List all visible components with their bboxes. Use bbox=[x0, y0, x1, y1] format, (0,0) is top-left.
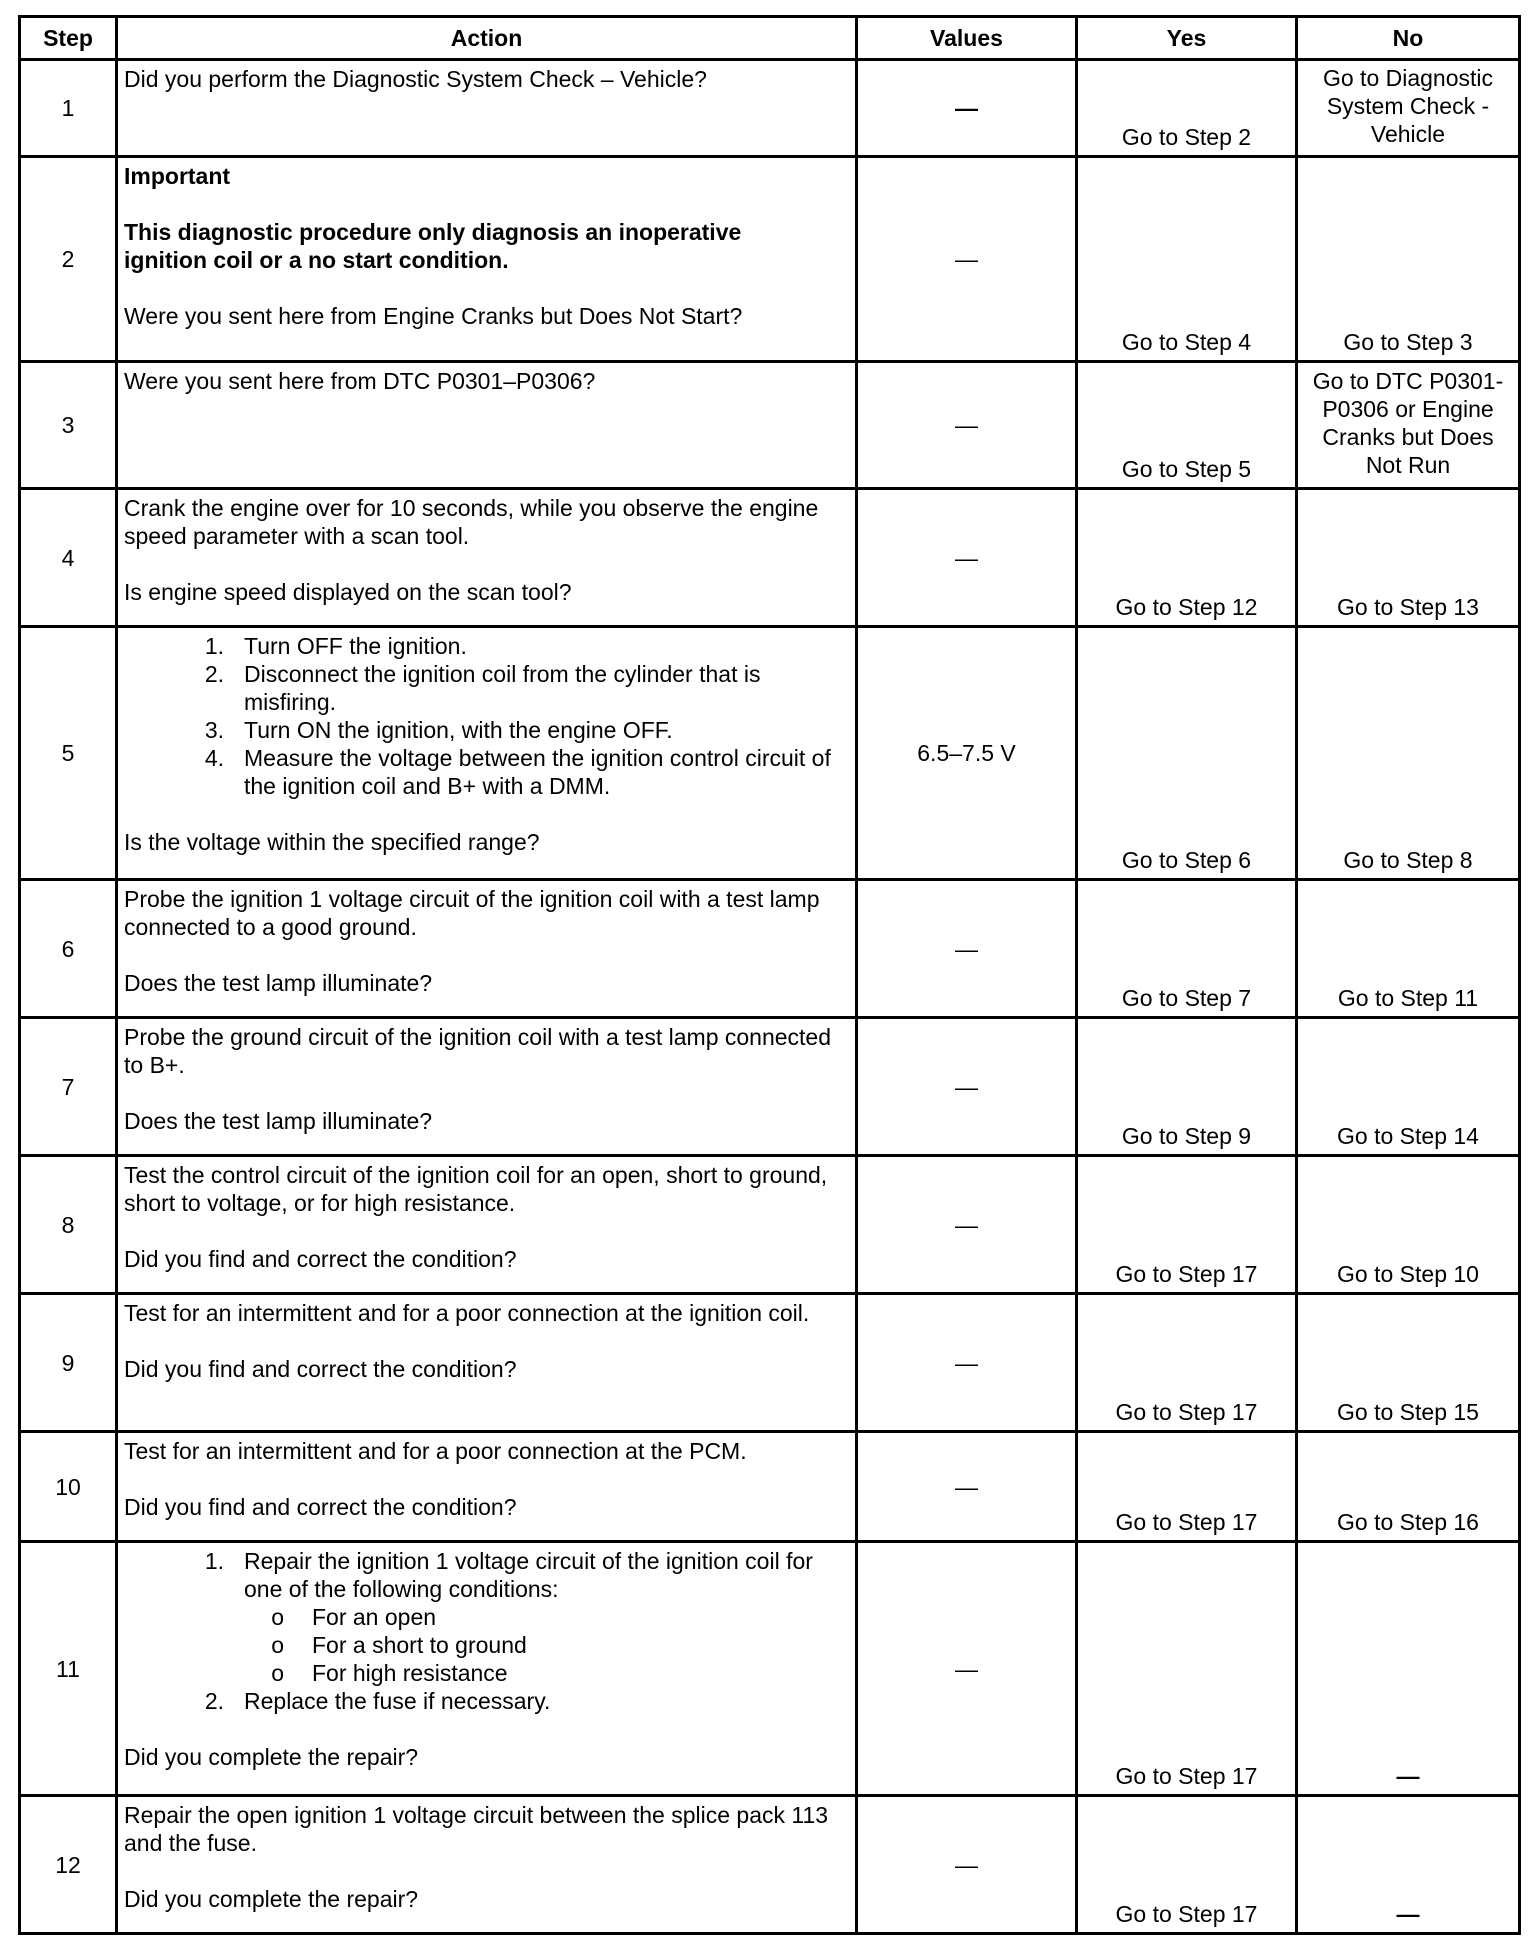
step-number: 4 bbox=[20, 489, 117, 627]
values-cell: — bbox=[857, 1796, 1077, 1934]
step-number: 5 bbox=[20, 627, 117, 880]
procedure-list bbox=[124, 632, 849, 800]
step-number: 8 bbox=[20, 1156, 117, 1294]
question-text: Did you complete the repair? bbox=[124, 1886, 419, 1912]
step-number: 2 bbox=[20, 157, 117, 362]
table-row bbox=[20, 880, 1520, 1018]
no-text: Go to Diagnostic System Check - Vehicle bbox=[1322, 65, 1494, 147]
yes-cell: Go to Step 6 bbox=[1077, 627, 1297, 880]
no-cell: Go to Step 10 bbox=[1297, 1156, 1520, 1294]
no-cell: — bbox=[1297, 1542, 1520, 1796]
action-text: Test the control circuit of the ignition coil for an open, short to ground, short to voltage, or for high resistance. bbox=[124, 1162, 828, 1216]
question-text: Does the test lamp illuminate? bbox=[124, 1108, 433, 1134]
step-number: 7 bbox=[20, 1018, 117, 1156]
action-cell bbox=[117, 60, 857, 157]
values-cell: — bbox=[857, 362, 1077, 489]
action-text: Crank the engine over for 10 seconds, while you observe the engine speed parameter with a scan tool. bbox=[124, 495, 819, 549]
yes-cell: Go to Step 9 bbox=[1077, 1018, 1297, 1156]
action-text: Probe the ignition 1 voltage circuit of the ignition coil with a test lamp connected to a good ground. bbox=[124, 886, 820, 940]
question-text: Did you find and correct the condition? bbox=[124, 1494, 517, 1520]
table-row bbox=[20, 627, 1520, 880]
action-cell bbox=[117, 1294, 857, 1432]
question-text: Did you complete the repair? bbox=[124, 1744, 419, 1770]
action-cell bbox=[117, 157, 857, 362]
yes-cell: Go to Step 17 bbox=[1077, 1156, 1297, 1294]
values-cell: — bbox=[857, 60, 1077, 157]
table-row bbox=[20, 1156, 1520, 1294]
header-row bbox=[20, 17, 1520, 60]
action-text: Were you sent here from DTC P0301–P0306? bbox=[124, 368, 596, 394]
action-cell bbox=[117, 1432, 857, 1542]
yes-cell: Go to Step 2 bbox=[1077, 60, 1297, 157]
table-row bbox=[20, 1796, 1520, 1934]
header-values: Values bbox=[857, 17, 1077, 60]
action-cell bbox=[117, 489, 857, 627]
list-item: 2. Disconnect the ignition coil from the cylinder that is misfiring. bbox=[204, 661, 761, 715]
action-text: Test for an intermittent and for a poor connection at the ignition coil. bbox=[124, 1300, 810, 1326]
table-row bbox=[20, 1018, 1520, 1156]
no-cell bbox=[1297, 60, 1520, 157]
no-cell: Go to Step 15 bbox=[1297, 1294, 1520, 1432]
table-row bbox=[20, 489, 1520, 627]
values-cell: — bbox=[857, 1294, 1077, 1432]
diagnostic-table bbox=[18, 15, 1521, 1935]
action-cell bbox=[117, 627, 857, 880]
values-cell: — bbox=[857, 489, 1077, 627]
sub-item: o For a short to ground bbox=[271, 1632, 527, 1658]
values-cell: — bbox=[857, 1432, 1077, 1542]
yes-cell: Go to Step 5 bbox=[1077, 362, 1297, 489]
action-cell bbox=[117, 1018, 857, 1156]
values-cell: — bbox=[857, 1156, 1077, 1294]
question-text: Did you find and correct the condition? bbox=[124, 1246, 517, 1272]
action-cell bbox=[117, 880, 857, 1018]
no-cell: Go to Step 16 bbox=[1297, 1432, 1520, 1542]
action-text: Repair the open ignition 1 voltage circuit between the splice pack 113 and the fuse. bbox=[124, 1802, 829, 1856]
question-text: Is the voltage within the specified range? bbox=[124, 829, 540, 855]
table-row bbox=[20, 1542, 1520, 1796]
yes-cell: Go to Step 7 bbox=[1077, 880, 1297, 1018]
table-row bbox=[20, 60, 1520, 157]
table-row bbox=[20, 1432, 1520, 1542]
yes-cell: Go to Step 4 bbox=[1077, 157, 1297, 362]
list-item: 1. Repair the ignition 1 voltage circuit of the ignition coil for one of the following conditions: bbox=[204, 1548, 813, 1602]
no-cell bbox=[1297, 362, 1520, 489]
no-cell: Go to Step 3 bbox=[1297, 157, 1520, 362]
yes-cell: Go to Step 17 bbox=[1077, 1542, 1297, 1796]
action-cell bbox=[117, 362, 857, 489]
sub-item: o For an open bbox=[271, 1604, 437, 1630]
header-yes: Yes bbox=[1077, 17, 1297, 60]
condition-list bbox=[124, 1603, 849, 1687]
table-row bbox=[20, 362, 1520, 489]
header-no: No bbox=[1297, 17, 1520, 60]
table-row bbox=[20, 157, 1520, 362]
values-cell: — bbox=[857, 157, 1077, 362]
action-text: Did you perform the Diagnostic System Check – Vehicle? bbox=[124, 66, 707, 92]
step-number: 12 bbox=[20, 1796, 117, 1934]
sub-item: o For high resistance bbox=[271, 1660, 508, 1686]
no-cell: Go to Step 14 bbox=[1297, 1018, 1520, 1156]
list-item: 1. Turn OFF the ignition. bbox=[204, 633, 467, 659]
yes-cell: Go to Step 12 bbox=[1077, 489, 1297, 627]
procedure-list bbox=[124, 1547, 849, 1603]
no-cell: Go to Step 11 bbox=[1297, 880, 1520, 1018]
no-cell: Go to Step 8 bbox=[1297, 627, 1520, 880]
step-number: 3 bbox=[20, 362, 117, 489]
header-action: Action bbox=[117, 17, 857, 60]
question-text: Were you sent here from Engine Cranks but Does Not Start? bbox=[124, 303, 743, 329]
question-text: Does the test lamp illuminate? bbox=[124, 970, 433, 996]
action-text: Test for an intermittent and for a poor connection at the PCM. bbox=[124, 1438, 747, 1464]
no-text: Go to DTC P0301-P0306 or Engine Cranks but Does Not Run bbox=[1312, 368, 1504, 478]
values-cell: — bbox=[857, 1542, 1077, 1796]
list-item: 4. Measure the voltage between the ignition control circuit of the ignition coil and B+ with a DMM. bbox=[204, 745, 831, 799]
step-number: 11 bbox=[20, 1542, 117, 1796]
question-text: Did you find and correct the condition? bbox=[124, 1356, 517, 1382]
values-cell: — bbox=[857, 880, 1077, 1018]
table-row bbox=[20, 1294, 1520, 1432]
action-cell bbox=[117, 1542, 857, 1796]
step-number: 6 bbox=[20, 880, 117, 1018]
values-cell: 6.5–7.5 V bbox=[857, 627, 1077, 880]
action-text: Probe the ground circuit of the ignition coil with a test lamp connected to B+. bbox=[124, 1024, 832, 1078]
action-cell bbox=[117, 1796, 857, 1934]
values-cell: — bbox=[857, 1018, 1077, 1156]
action-cell bbox=[117, 1156, 857, 1294]
step-number: 10 bbox=[20, 1432, 117, 1542]
no-cell: Go to Step 13 bbox=[1297, 489, 1520, 627]
step-number: 9 bbox=[20, 1294, 117, 1432]
step-number: 1 bbox=[20, 60, 117, 157]
important-heading: Important bbox=[124, 163, 231, 189]
yes-cell: Go to Step 17 bbox=[1077, 1796, 1297, 1934]
header-step: Step bbox=[20, 17, 117, 60]
yes-cell: Go to Step 17 bbox=[1077, 1294, 1297, 1432]
important-text: This diagnostic procedure only diagnosis an inoperative ignition coil or a no start condition. bbox=[124, 219, 742, 273]
question-text: Is engine speed displayed on the scan tool? bbox=[124, 579, 572, 605]
list-item: 2. Replace the fuse if necessary. bbox=[204, 1688, 551, 1714]
no-cell: — bbox=[1297, 1796, 1520, 1934]
yes-cell: Go to Step 17 bbox=[1077, 1432, 1297, 1542]
list-item: 3. Turn ON the ignition, with the engine OFF. bbox=[204, 717, 673, 743]
procedure-list bbox=[124, 1687, 849, 1715]
